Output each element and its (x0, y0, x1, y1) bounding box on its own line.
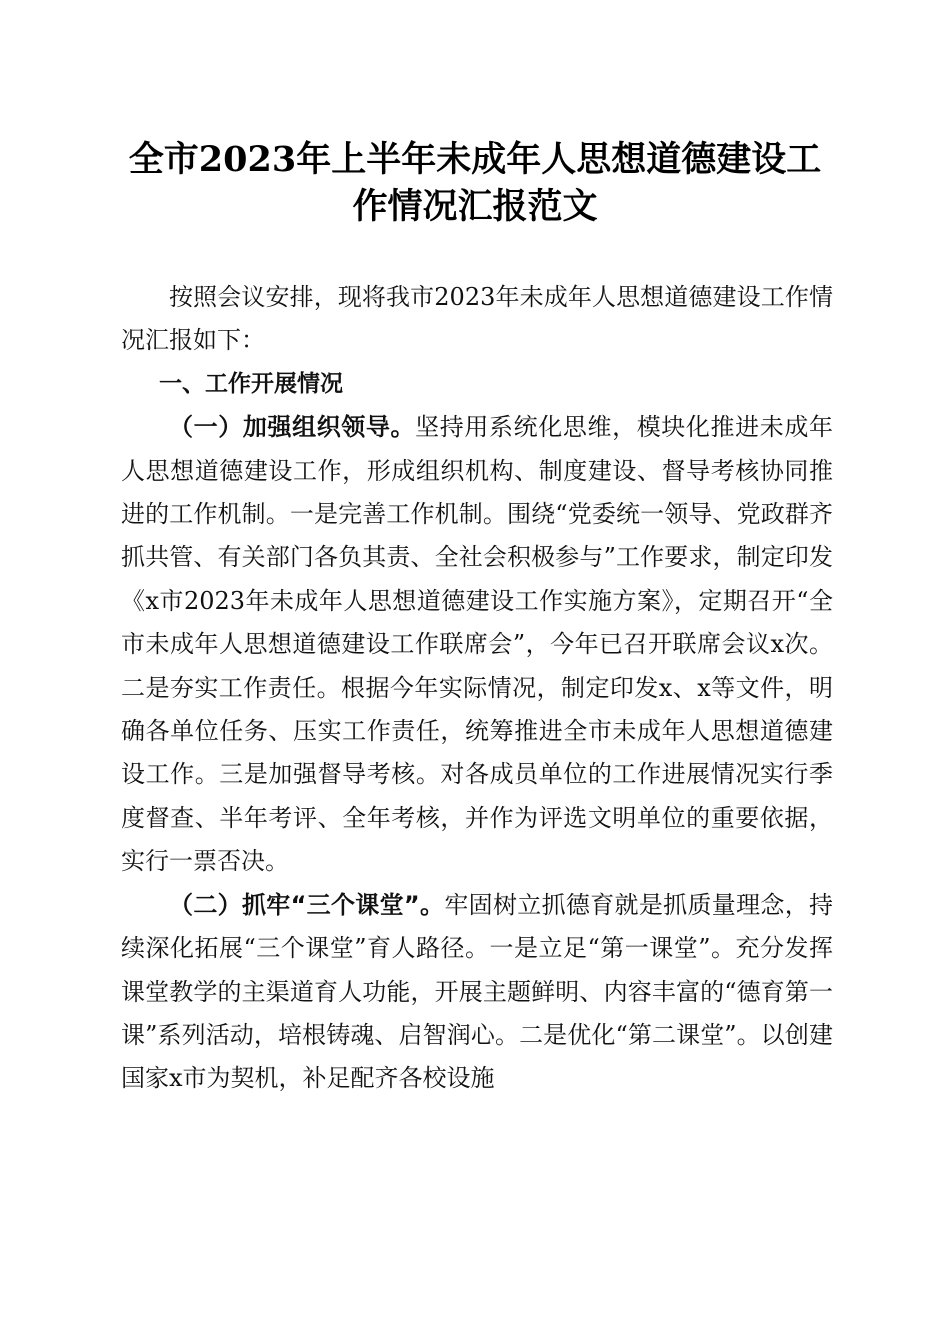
intro-paragraph: 按照会议安排，现将我市2023年未成年人思想道德建设工作情况汇报如下： (121, 283, 833, 355)
document-body (121, 276, 833, 1101)
item-2-body: 牢固树立抓德育就是抓质量理念，持续深化拓展“三个课堂”育人路径。一是立足“第一课堂”。充分发挥课堂教学的主渠道育人功能，开展主题鲜明、内容丰富的“德育第一课”系列活动，培根铸魂、启智润心。二是优化“第二课堂”。以创建国家x市为契机，补足配齐各校设施 (121, 890, 834, 1093)
item-2-lead: （二）抓牢“三个课堂”。 (169, 890, 445, 919)
item-1-lead: （一）加强组织领导。 (169, 413, 416, 442)
paragraph-item-2 (121, 884, 833, 1101)
document-title-line-1: 全市2023年上半年未成年人思想道德建设工 (128, 139, 822, 180)
section-heading: 一、工作开展情况 (159, 370, 343, 397)
document-title-line-2: 作情况汇报范文 (352, 186, 598, 227)
item-1-body: 坚持用系统化思维，模块化推进未成年人思想道德建设工作，形成组织机构、制度建设、督导考核协同推进的工作机制。一是完善工作机制。围绕“党委统一领导、党政群齐抓共管、有关部门各负其责、全社会积极参与”工作要求，制定印发《x市2023年未成年人思想道德建设工作实施方案》，定期召开“全市未成年人思想道德建设工作联席会”，今年已召开联席会议x次。二是夯实工作责任。根据今年实际情况，制定印发x、x等文件，明确各单位任务、压实工作责任，统筹推进全市未成年人思想道德建设工作。三是加强督导考核。对各成员单位的工作进展情况实行季度督查、半年考评、全年考核，并作为评选文明单位的重要依据，实行一票否决。 (121, 413, 834, 876)
paragraph-item-1 (121, 406, 833, 883)
